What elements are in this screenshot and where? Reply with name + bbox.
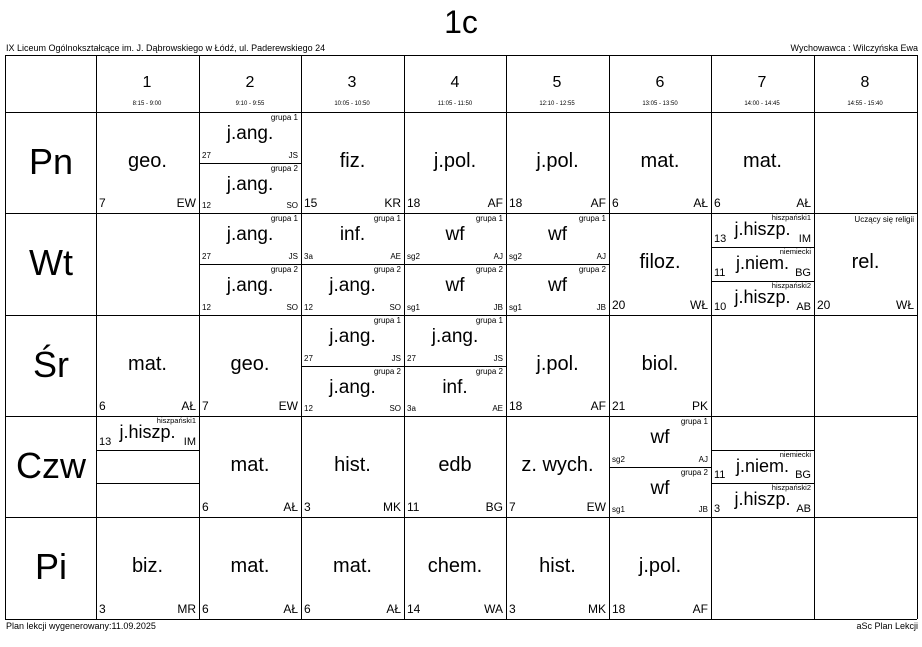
lesson-subject: j.niem. xyxy=(735,253,789,273)
lesson-teacher: AF xyxy=(590,196,606,210)
lesson-teacher: SO xyxy=(286,303,298,312)
period-number: 4 xyxy=(450,74,460,91)
lesson-teacher: WA xyxy=(484,602,503,616)
lesson-group: grupa 2 xyxy=(270,163,298,173)
lesson-teacher: EW xyxy=(586,500,606,514)
lesson-cell xyxy=(301,416,404,517)
school-name: IX Liceum Ogólnokształcące im. J. Dąbrowskiego w Łódź, ul. Paderewskiego 24 xyxy=(6,43,326,53)
lesson-room: 14 xyxy=(407,602,421,616)
period-number: 2 xyxy=(245,74,255,91)
lesson-subject: j.ang. xyxy=(226,123,274,144)
lesson-room: 6 xyxy=(202,602,209,616)
lesson-group: niemiecki xyxy=(779,449,811,459)
lesson-room: 20 xyxy=(817,298,831,312)
lesson-teacher: IM xyxy=(183,435,196,448)
grid-line xyxy=(5,619,917,620)
lesson-teacher: MK xyxy=(588,602,606,616)
lesson-teacher: WŁ xyxy=(896,298,914,312)
lesson-subject: wf xyxy=(548,224,567,245)
lesson-divider xyxy=(96,483,199,484)
lesson-cell xyxy=(506,517,609,619)
lesson-room: 18 xyxy=(407,196,421,210)
lesson-cell xyxy=(404,416,506,517)
day-name: Czw xyxy=(16,444,86,486)
lesson-group: niemiecki xyxy=(779,247,811,256)
lesson-room: 3a xyxy=(407,404,416,413)
lesson-group: grupa 1 xyxy=(270,214,298,223)
lesson-teacher: AE xyxy=(492,404,503,413)
lesson-cell xyxy=(711,416,814,517)
class-title: 1c xyxy=(444,4,478,40)
lesson-subject: inf. xyxy=(442,376,468,398)
lesson-subject: j.pol. xyxy=(536,149,579,172)
lesson-teacher: JS xyxy=(288,150,298,160)
lesson-subject: mat. xyxy=(128,352,167,375)
lesson-teacher: JB xyxy=(596,303,606,312)
lesson-room: 6 xyxy=(714,196,721,210)
lesson-room: 10 xyxy=(714,301,727,313)
lesson-teacher: JS xyxy=(391,353,401,363)
lesson-group: grupa 2 xyxy=(475,265,503,274)
lesson-teacher: WŁ xyxy=(690,298,708,312)
lesson-teacher: BG xyxy=(795,469,811,482)
lesson-subject: j.ang. xyxy=(226,275,274,296)
lesson-group: grupa 1 xyxy=(578,214,606,223)
period-time: 10:05 - 10:50 xyxy=(334,101,370,107)
lesson-room: 21 xyxy=(612,399,626,413)
lesson-teacher: SO xyxy=(389,303,401,312)
lesson-subject: mat. xyxy=(230,555,270,577)
lesson-cell xyxy=(96,416,199,517)
lesson-teacher: AŁ xyxy=(693,196,708,210)
lesson-room: 27 xyxy=(202,150,211,160)
lesson-subject: j.hiszp. xyxy=(119,422,176,442)
lesson-subject: j.ang. xyxy=(226,224,274,245)
lesson-room: 13 xyxy=(99,435,112,448)
lesson-cell xyxy=(199,112,301,213)
period-time: 14:55 - 15:40 xyxy=(847,101,883,107)
period-number: 1 xyxy=(142,74,152,91)
lesson-cell xyxy=(404,213,506,315)
lesson-subject: hist. xyxy=(334,453,371,476)
lesson-room: 27 xyxy=(407,353,416,363)
lesson-cell xyxy=(609,213,711,315)
lesson-subject: edb xyxy=(438,453,472,476)
lesson-subject: geo. xyxy=(128,149,167,172)
period-time: 13:05 - 13:50 xyxy=(642,101,678,107)
lesson-group: grupa 1 xyxy=(373,214,401,223)
lesson-teacher: PK xyxy=(691,399,708,413)
lesson-subject: biz. xyxy=(131,555,164,577)
lesson-teacher: BG xyxy=(485,500,503,514)
lesson-cell xyxy=(609,315,711,416)
lesson-cell xyxy=(404,517,506,619)
lesson-teacher: AŁ xyxy=(386,602,401,616)
lesson-room: 15 xyxy=(304,196,318,210)
lesson-teacher: EW xyxy=(176,196,196,210)
period-number: 3 xyxy=(347,74,357,91)
lesson-room: 6 xyxy=(304,602,311,616)
grid-line xyxy=(814,55,815,619)
lesson-subject: j.hiszp. xyxy=(734,287,791,307)
lesson-room: 7 xyxy=(99,196,106,210)
lesson-room: 6 xyxy=(202,500,209,514)
lesson-cell xyxy=(199,517,301,619)
period-time: 8:15 - 9:00 xyxy=(132,101,162,107)
lesson-room: 12 xyxy=(304,303,313,312)
lesson-cell xyxy=(609,517,711,619)
lesson-room: 27 xyxy=(202,252,211,261)
lesson-group: Uczący się religii xyxy=(854,215,914,224)
lesson-subject: inf. xyxy=(339,224,366,245)
period-number: 7 xyxy=(757,74,767,91)
lesson-teacher: JS xyxy=(493,353,503,363)
lesson-room: 11 xyxy=(714,469,726,482)
lesson-cell xyxy=(506,315,609,416)
lesson-subject: j.ang. xyxy=(431,326,479,347)
lesson-cell xyxy=(609,112,711,213)
day-name: Śr xyxy=(33,343,69,385)
lesson-teacher: AF xyxy=(590,399,606,413)
lesson-subject: j.pol. xyxy=(433,149,477,172)
lesson-teacher: AJ xyxy=(698,454,708,464)
grid-line xyxy=(5,55,917,56)
lesson-room: 3a xyxy=(304,252,313,261)
lesson-cell xyxy=(404,315,506,416)
period-time: 9:10 - 9:55 xyxy=(235,101,265,107)
day-name: Pn xyxy=(28,140,74,182)
lesson-subject: mat. xyxy=(743,149,782,172)
lesson-subject: mat. xyxy=(230,453,270,476)
lesson-teacher: IM xyxy=(798,233,811,245)
lesson-group: grupa 2 xyxy=(578,265,606,274)
lesson-teacher: BG xyxy=(795,267,811,279)
lesson-subject: mat. xyxy=(333,555,372,577)
lesson-room: 7 xyxy=(202,399,209,413)
period-number: 6 xyxy=(655,74,665,91)
software-name: aSc Plan Lekcji xyxy=(856,621,918,631)
lesson-cell xyxy=(301,213,404,315)
lesson-subject: chem. xyxy=(427,555,483,577)
lesson-teacher: EW xyxy=(278,399,298,413)
period-number: 5 xyxy=(552,74,562,91)
lesson-subject: biol. xyxy=(641,352,679,375)
period-number: 8 xyxy=(860,74,870,91)
lesson-cell xyxy=(199,416,301,517)
lesson-cell xyxy=(199,315,301,416)
lesson-room: sg2 xyxy=(612,454,625,464)
lesson-subject: j.niem. xyxy=(735,455,789,476)
lesson-subject: j.ang. xyxy=(226,173,274,195)
lesson-subject: geo. xyxy=(230,352,270,375)
lesson-teacher: SO xyxy=(389,404,401,413)
lesson-subject: wf xyxy=(650,477,670,499)
lesson-group: grupa 2 xyxy=(270,265,298,274)
period-time: 14:00 - 14:45 xyxy=(744,101,780,107)
homeroom-teacher: Wychowawca : Wilczyńska Ewa xyxy=(790,43,918,53)
lesson-room: 12 xyxy=(202,201,211,210)
lesson-subject: hist. xyxy=(539,555,576,577)
lesson-subject: j.pol. xyxy=(536,352,579,375)
lesson-teacher: SO xyxy=(286,201,298,210)
lesson-group: grupa 2 xyxy=(680,467,708,477)
lesson-room: 3 xyxy=(509,602,516,616)
lesson-group: hiszpański2 xyxy=(771,483,811,493)
lesson-cell xyxy=(96,315,199,416)
lesson-room: sg1 xyxy=(407,303,420,312)
lesson-room: 6 xyxy=(612,196,619,210)
lesson-teacher: AŁ xyxy=(283,602,298,616)
lesson-subject: wf xyxy=(445,224,465,245)
lesson-cell xyxy=(199,213,301,315)
lesson-cell xyxy=(301,517,404,619)
generated-date: Plan lekcji wygenerowany:11.09.2025 xyxy=(6,621,156,631)
lesson-group: grupa 2 xyxy=(373,265,401,274)
lesson-subject: fiz. xyxy=(339,149,366,172)
lesson-cell xyxy=(96,112,199,213)
lesson-cell xyxy=(506,416,609,517)
lesson-teacher: MK xyxy=(383,500,401,514)
lesson-subject: rel. xyxy=(851,251,880,273)
day-name: Pi xyxy=(34,546,67,587)
lesson-subject: wf xyxy=(445,275,465,296)
lesson-teacher: JS xyxy=(288,252,298,261)
lesson-room: 18 xyxy=(612,602,626,616)
lesson-subject: j.ang. xyxy=(329,275,376,296)
lesson-room: 6 xyxy=(99,399,106,413)
lesson-cell xyxy=(711,213,814,315)
lesson-cell xyxy=(404,112,506,213)
lesson-teacher: MR xyxy=(177,602,196,616)
lesson-cell xyxy=(609,416,711,517)
lesson-subject: filoz. xyxy=(639,251,681,273)
lesson-group: grupa 1 xyxy=(373,316,401,325)
lesson-teacher: JB xyxy=(698,505,708,514)
lesson-teacher: AB xyxy=(796,503,811,515)
lesson-subject: j.hiszp. xyxy=(734,219,791,239)
lesson-teacher: AJ xyxy=(493,252,503,261)
lesson-group: grupa 1 xyxy=(270,113,298,122)
lesson-group: grupa 1 xyxy=(475,214,503,223)
grid-line xyxy=(917,55,918,619)
lesson-subject: wf xyxy=(548,275,567,296)
lesson-room: 18 xyxy=(509,399,523,413)
lesson-cell xyxy=(96,517,199,619)
lesson-teacher: AB xyxy=(796,301,811,313)
lesson-teacher: AŁ xyxy=(283,500,298,514)
lesson-group: grupa 2 xyxy=(373,366,401,376)
lesson-subject: mat. xyxy=(640,149,680,172)
lesson-group: hiszpański1 xyxy=(156,416,196,425)
period-time: 11:05 - 11:50 xyxy=(437,101,473,107)
lesson-room: 3 xyxy=(714,503,721,515)
lesson-cell xyxy=(711,112,814,213)
lesson-subject: j.ang. xyxy=(329,376,376,398)
lesson-subject: wf xyxy=(650,427,670,448)
lesson-teacher: JB xyxy=(493,303,503,312)
lesson-room: 11 xyxy=(714,267,726,279)
lesson-room: sg2 xyxy=(407,252,420,261)
lesson-teacher: AJ xyxy=(596,252,606,261)
lesson-room: 7 xyxy=(509,500,516,514)
lesson-subject: j.pol. xyxy=(638,555,682,577)
lesson-cell xyxy=(301,112,404,213)
lesson-subject: z. wych. xyxy=(521,453,594,476)
lesson-room: sg1 xyxy=(612,505,625,514)
lesson-subject: j.hiszp. xyxy=(734,489,791,510)
lesson-teacher: AE xyxy=(390,252,401,261)
lesson-teacher: AŁ xyxy=(796,196,811,210)
lesson-room: 27 xyxy=(304,353,313,363)
lesson-teacher: KR xyxy=(384,196,401,210)
day-name: Wt xyxy=(29,242,73,283)
lesson-group: hiszpański1 xyxy=(771,213,811,222)
lesson-group: grupa 1 xyxy=(680,417,708,426)
lesson-group: hiszpański2 xyxy=(771,281,811,290)
period-time: 12:10 - 12:55 xyxy=(539,101,575,107)
lesson-room: 3 xyxy=(304,500,311,514)
lesson-teacher: AF xyxy=(487,196,503,210)
lesson-room: sg2 xyxy=(509,252,522,261)
lesson-divider xyxy=(96,450,199,451)
lesson-teacher: AF xyxy=(692,602,708,616)
lesson-cell xyxy=(814,213,917,315)
lesson-subject: j.ang. xyxy=(329,326,376,347)
lesson-room: sg1 xyxy=(509,303,522,312)
lesson-cell xyxy=(506,112,609,213)
lesson-room: 3 xyxy=(99,602,106,616)
lesson-group: grupa 2 xyxy=(475,366,503,376)
lesson-group: grupa 1 xyxy=(475,316,503,325)
lesson-room: 13 xyxy=(714,233,727,245)
lesson-cell xyxy=(301,315,404,416)
lesson-room: 18 xyxy=(509,196,523,210)
lesson-teacher: AŁ xyxy=(181,399,196,413)
lesson-room: 12 xyxy=(202,303,211,312)
lesson-cell xyxy=(506,213,609,315)
lesson-room: 20 xyxy=(612,298,626,312)
lesson-room: 12 xyxy=(304,404,313,413)
lesson-room: 11 xyxy=(407,500,420,514)
